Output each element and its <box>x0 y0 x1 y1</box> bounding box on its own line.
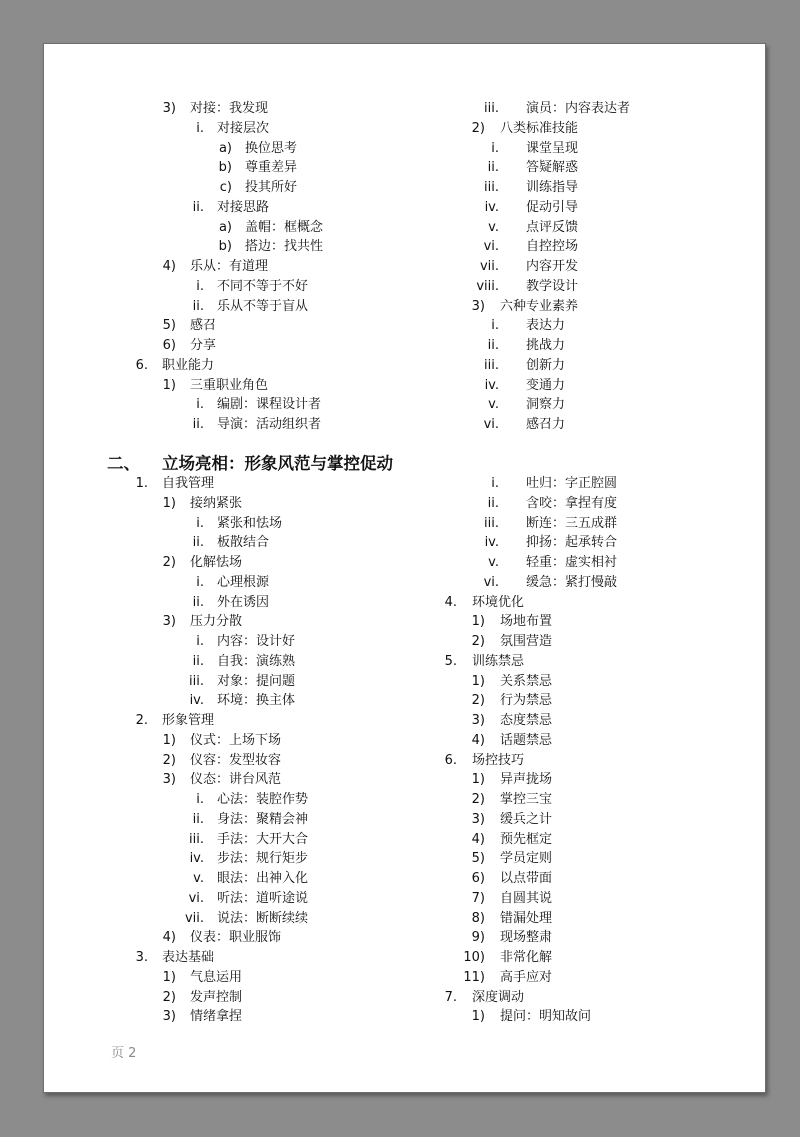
outline-text: 说法：断断续续 <box>217 910 309 926</box>
outline-marker: b) <box>218 160 232 176</box>
outline-marker: i. <box>196 574 204 590</box>
outline-text: 自控控场 <box>526 239 579 255</box>
outline-marker: 1) <box>471 772 485 788</box>
outline-text: 仪容：发型妆容 <box>190 752 282 768</box>
outline-text: 创新力 <box>526 357 566 373</box>
outline-marker: vi. <box>483 574 499 590</box>
outline-marker: 3) <box>162 101 176 116</box>
outline-marker: 3. <box>135 950 148 965</box>
outline-text: 内容：设计好 <box>217 634 296 649</box>
outline-marker: 1) <box>162 377 176 393</box>
outline-text: 断连：三五成群 <box>526 515 618 531</box>
outline-text: 感召力 <box>526 417 566 432</box>
outline-text: 外在诱因 <box>217 594 270 610</box>
outline-text: 自圆其说 <box>500 890 553 906</box>
outline-text: 导演：活动组织者 <box>217 417 322 432</box>
outline-text: 学员定则 <box>500 851 553 867</box>
outline-marker: 3) <box>162 1009 176 1025</box>
outline-text: 化解怯场 <box>190 555 243 570</box>
outline-text: 洞察力 <box>526 397 566 413</box>
outline-text: 提问：明知故问 <box>500 1009 592 1025</box>
outline-text: 氛围营造 <box>500 634 553 649</box>
outline-marker: 1) <box>162 495 176 511</box>
outline-marker: 3) <box>471 811 485 827</box>
outline-text: 对象：提问题 <box>217 673 296 689</box>
outline-marker: v. <box>488 397 499 413</box>
outline-text: 场控技巧 <box>472 752 525 768</box>
outline-text: 深度调动 <box>472 989 525 1005</box>
outline-marker: i. <box>196 515 204 531</box>
outline-marker: iv. <box>189 693 204 709</box>
outline-text: 对接思路 <box>217 199 270 215</box>
outline-text: 紧张和怯场 <box>217 515 283 531</box>
outline-text: 尊重差异 <box>245 160 298 176</box>
outline-marker: i. <box>196 278 204 294</box>
outline-text: 关系禁忌 <box>500 673 553 689</box>
outline-marker: 2. <box>135 713 148 728</box>
outline-marker: iii. <box>484 357 499 373</box>
outline-marker: 5) <box>162 318 176 334</box>
outline-text: 预先框定 <box>500 831 553 847</box>
outline-marker: i. <box>196 397 204 413</box>
outline-text: 身法：聚精会神 <box>217 811 309 827</box>
outline-marker: 2) <box>162 555 176 570</box>
outline-text: 心理根源 <box>217 574 270 590</box>
outline-marker: vi. <box>188 890 204 906</box>
outline-marker: 6. <box>135 357 148 373</box>
outline-marker: 10) <box>463 950 485 965</box>
outline-marker: 3) <box>162 614 176 630</box>
outline-marker: ii. <box>487 338 499 353</box>
outline-text: 对接：我发现 <box>190 101 269 116</box>
outline-marker: 6) <box>162 338 176 353</box>
outline-text: 错漏处理 <box>500 910 553 926</box>
outline-text: 非常化解 <box>500 950 553 965</box>
outline-text: 换位思考 <box>245 140 298 156</box>
outline-text: 训练指导 <box>526 180 579 195</box>
outline-text: 挑战力 <box>526 338 566 353</box>
outline-marker: 4) <box>162 930 176 946</box>
outline-text: 仪态：讲台风范 <box>190 772 282 788</box>
outline-marker: iv. <box>484 535 499 551</box>
outline-text: 变通力 <box>526 377 566 393</box>
outline-text: 编剧：课程设计者 <box>217 397 322 413</box>
outline-marker: 1. <box>135 476 148 491</box>
outline-text: 接纳紧张 <box>190 495 243 511</box>
outline-marker: ii. <box>192 298 204 314</box>
outline-marker: 4) <box>471 831 485 847</box>
outline-marker: vii. <box>479 259 499 274</box>
outline-marker: 2) <box>471 693 485 709</box>
outline-text: 眼法：出神入化 <box>217 871 309 886</box>
outline-marker: iii. <box>189 673 204 689</box>
outline-marker: a) <box>218 219 232 235</box>
outline-text: 环境：换主体 <box>217 693 296 709</box>
outline-marker: 6. <box>444 752 457 768</box>
outline-marker: 11) <box>463 969 485 985</box>
outline-marker: v. <box>488 219 499 235</box>
outline-marker: 4) <box>471 732 485 748</box>
outline-marker: iv. <box>484 377 499 393</box>
section-title: 立场亮相：形象风范与掌控促动 <box>162 454 393 473</box>
outline-text: 教学设计 <box>526 278 579 294</box>
outline-marker: 1) <box>471 1009 485 1025</box>
outline-marker: ii. <box>192 417 204 432</box>
outline-marker: 2) <box>471 792 485 807</box>
outline-text: 话题禁忌 <box>500 732 553 748</box>
outline-marker: ii. <box>487 160 499 176</box>
outline-text: 含咬：拿捏有度 <box>526 495 618 511</box>
outline-marker: v. <box>488 555 499 570</box>
outline-marker: 3) <box>471 713 485 728</box>
outline-marker: iii. <box>484 515 499 531</box>
outline-text: 对接层次 <box>217 120 270 136</box>
outline-text: 表达基础 <box>162 950 215 965</box>
outline-marker: i. <box>196 792 204 807</box>
outline-marker: 7. <box>444 989 457 1005</box>
outline-text: 答疑解惑 <box>526 160 579 176</box>
outline-text: 抑扬：起承转合 <box>526 535 618 551</box>
outline-text: 听法：道听途说 <box>217 890 309 906</box>
outline-text: 课堂呈现 <box>526 140 579 156</box>
outline-marker: 9) <box>471 930 485 946</box>
outline-text: 吐归：字正腔圆 <box>526 476 618 491</box>
outline-text: 分享 <box>190 338 217 353</box>
outline-marker: ii. <box>192 811 204 827</box>
page-number: 页 2 <box>111 1046 137 1061</box>
outline-text: 情绪拿捏 <box>190 1009 243 1025</box>
outline-text: 促动引导 <box>526 199 579 215</box>
outline-text: 三重职业角色 <box>190 377 269 393</box>
outline-marker: vi. <box>483 239 499 255</box>
outline-text: 乐从不等于盲从 <box>217 298 309 314</box>
outline-marker: 1) <box>162 969 176 985</box>
outline-marker: a) <box>218 140 232 156</box>
outline-text: 手法：大开大合 <box>217 831 309 847</box>
outline-text: 异声拢场 <box>500 772 553 788</box>
outline-marker: v. <box>193 871 204 886</box>
outline-marker: 1) <box>471 673 485 689</box>
outline-marker: vii. <box>184 910 204 926</box>
outline-marker: 5) <box>471 851 485 867</box>
outline-text: 缓兵之计 <box>500 811 553 827</box>
outline-marker: i. <box>196 120 204 136</box>
outline-marker: 2) <box>162 989 176 1005</box>
outline-text: 形象管理 <box>162 713 215 728</box>
outline-text: 压力分散 <box>190 614 243 630</box>
outline-text: 投其所好 <box>245 180 298 195</box>
outline-text: 发声控制 <box>190 989 243 1005</box>
outline-marker: i. <box>491 140 499 156</box>
outline-marker: 3) <box>162 772 176 788</box>
outline-marker: iii. <box>189 831 204 847</box>
outline-text: 感召 <box>190 318 217 334</box>
outline-text: 训练禁忌 <box>472 653 525 669</box>
outline-marker: iv. <box>484 199 499 215</box>
outline-marker: ii. <box>192 653 204 669</box>
outline-marker: 2) <box>471 120 485 136</box>
outline-text: 心法：装腔作势 <box>217 792 309 807</box>
outline-text: 掌控三宝 <box>500 792 553 807</box>
outline-marker: 6) <box>471 871 485 886</box>
outline-text: 六种专业素养 <box>500 298 579 314</box>
outline-text: 不同不等于不好 <box>217 278 309 294</box>
outline-text: 缓急：紧打慢敲 <box>526 574 618 590</box>
outline-text: 现场整肃 <box>500 930 553 946</box>
outline-text: 搭边：找共性 <box>245 239 324 255</box>
outline-text: 自我：演练熟 <box>217 653 296 669</box>
outline-marker: 3) <box>471 298 485 314</box>
outline-marker: 4. <box>444 594 457 610</box>
outline-text: 行为禁忌 <box>500 693 553 709</box>
outline-marker: 8) <box>471 910 485 926</box>
outline-marker: i. <box>196 634 204 649</box>
outline-text: 表达力 <box>526 318 566 334</box>
outline-marker: c) <box>219 180 232 195</box>
outline-text: 气息运用 <box>190 969 243 985</box>
outline-marker: 5. <box>444 653 457 669</box>
outline-marker: 4) <box>162 259 176 274</box>
outline-marker: viii. <box>476 278 499 294</box>
outline-text: 高手应对 <box>500 969 553 985</box>
outline-text: 盖帽：框概念 <box>245 219 324 235</box>
outline-marker: ii. <box>192 535 204 551</box>
outline-marker: 2) <box>162 752 176 768</box>
section-number: 二、 <box>107 454 140 473</box>
outline-text: 点评反馈 <box>526 219 579 235</box>
outline-text: 内容开发 <box>526 259 579 274</box>
outline-text: 自我管理 <box>162 476 215 491</box>
outline-marker: i. <box>491 318 499 334</box>
outline-marker: ii. <box>192 199 204 215</box>
outline-marker: ii. <box>192 594 204 610</box>
outline-marker: ii. <box>487 495 499 511</box>
outline-text: 环境优化 <box>472 594 525 610</box>
outline-text: 以点带面 <box>500 871 553 886</box>
outline-text: 八类标准技能 <box>500 120 579 136</box>
outline-marker: iii. <box>484 101 499 116</box>
outline-text: 板散结合 <box>217 535 270 551</box>
outline-text: 职业能力 <box>162 357 215 373</box>
outline-text: 仪表：职业服饰 <box>190 930 282 946</box>
outline-marker: iv. <box>189 851 204 867</box>
outline-text: 乐从：有道理 <box>190 259 269 274</box>
outline-marker: 1) <box>471 614 485 630</box>
outline-text: 步法：规行矩步 <box>217 851 309 867</box>
outline-text: 态度禁忌 <box>500 713 553 728</box>
outline-text: 场地布置 <box>500 614 553 630</box>
outline-marker: iii. <box>484 180 499 195</box>
outline-text: 轻重：虚实相衬 <box>526 555 618 570</box>
outline-marker: 7) <box>471 890 485 906</box>
outline-text: 仪式：上场下场 <box>190 732 282 748</box>
outline-marker: b) <box>218 239 232 255</box>
outline-marker: i. <box>491 476 499 491</box>
outline-marker: 1) <box>162 732 176 748</box>
outline-text: 演员：内容表达者 <box>526 101 631 116</box>
outline-marker: 2) <box>471 634 485 649</box>
outline-marker: vi. <box>483 417 499 432</box>
